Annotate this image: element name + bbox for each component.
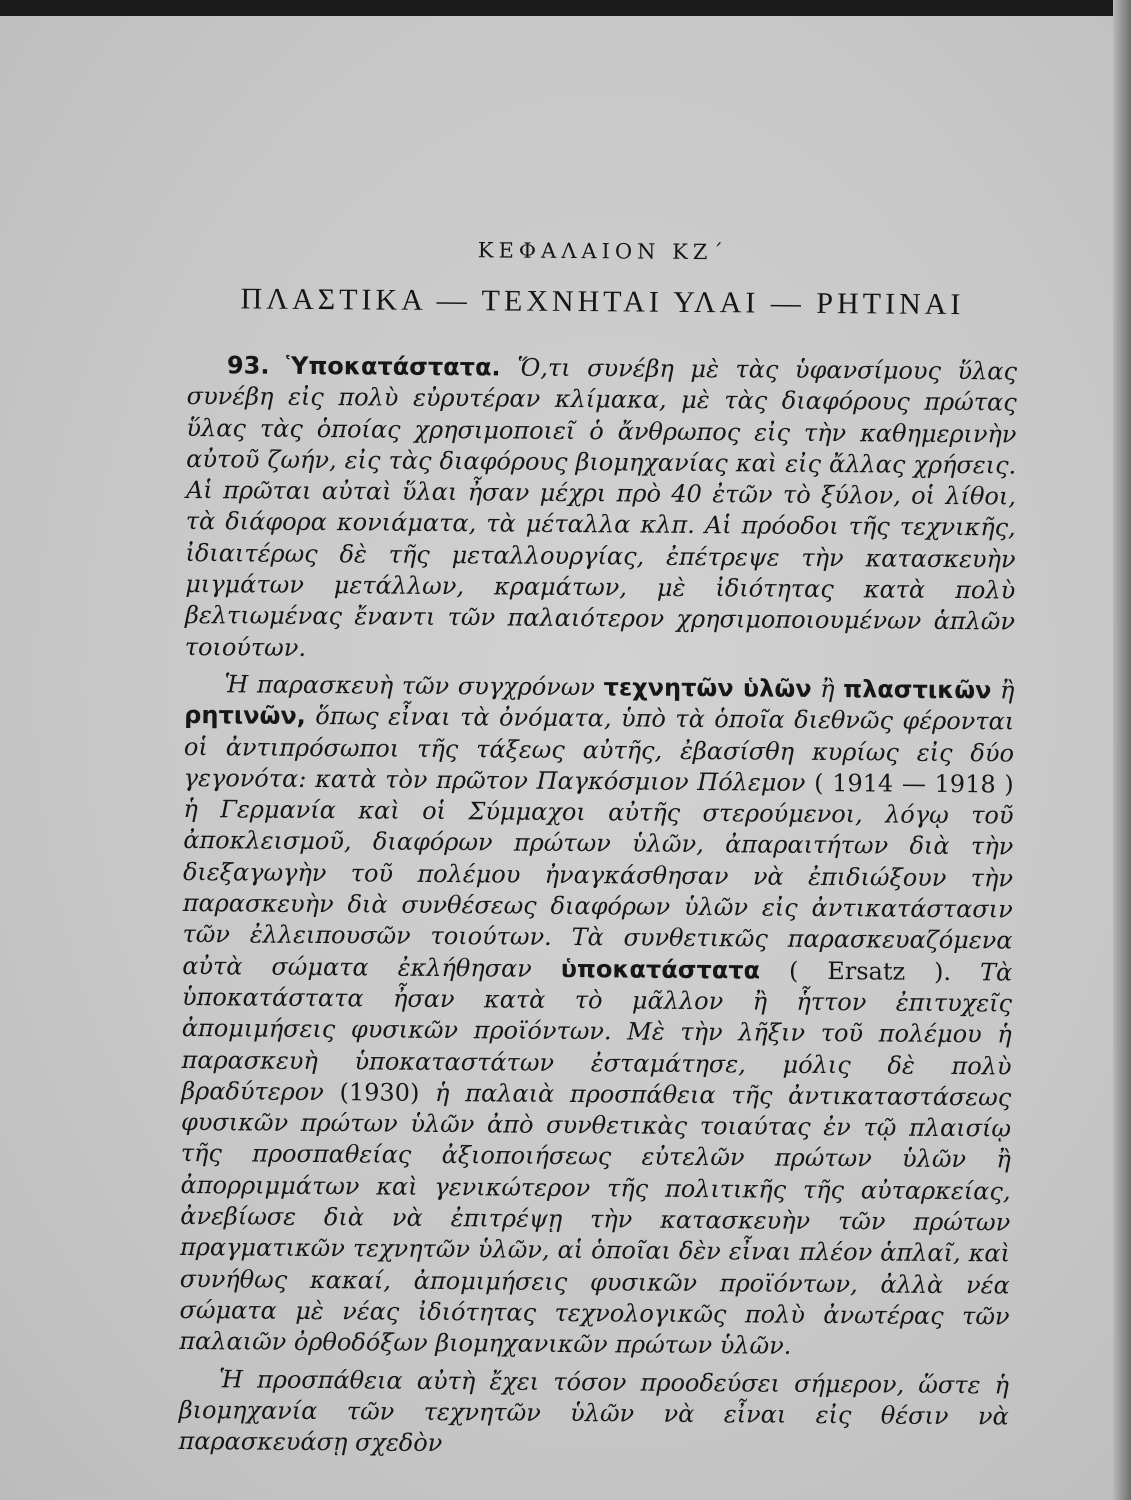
scan-top-border [0, 0, 1131, 16]
p2-text-f: Τὰ ὑποκατάστατα ἦσαν κατὰ τὸ μᾶλλον ἢ ἧττον ἐπιτυχεῖς ἀπομιμήσεις φυσικῶν προϊόντων. Μὲ τὴν λῆξιν τοῦ πολέμου ἡ παρασκευὴ ὑποκαταστάτων ἐσταμάτησε, μόλις δὲ πολὺ βραδύτερον [181, 957, 1013, 1107]
section-number: 93. [226, 351, 270, 380]
p2-years: ( 1914 — 1918 ) [814, 768, 1014, 799]
chapter-label: ΚΕΦΑΛΑΙΟΝ ΚΖ΄ [477, 238, 729, 265]
book-page [0, 16, 1113, 1500]
paragraph-3: Ἡ προσπάθεια αὐτὴ ἔχει τόσον προοδεύσει σήμερον, ὥστε ἡ βιομηχανία τῶν τεχνητῶν ὑλῶν νὰ εἶναι εἰς θέσιν νὰ παρασκευάσῃ σχεδὸν [178, 1364, 1010, 1458]
section-title: Ὑποκατάστατα. [285, 351, 501, 382]
scan-right-edge [1113, 0, 1131, 1500]
p2-text-g: ἡ παλαιὰ προσπάθεια τῆς ἀντικαταστάσεως φυσικῶν πρώτων ὑλῶν ἀπὸ συνθετικὰς τοιαύτας ἐν τῷ πλαισίῳ τῆς προσπαθείας ἀξιοποιήσεως εὐτελῶν πρώτων ὑλῶν ἢ ἀπορριμμάτων καὶ γενικώτερον τῆς πολιτικῆς τῆς αὐταρκείας, ἀνεβίωσε διὰ νὰ ἐπιτρέψῃ τὴν κατασκευὴν τῶν πρώτων πραγματικῶν τεχνητῶν ὑλῶν, αἱ ὁποῖαι δὲν εἶναι πλέον ἁπλαῖ, καὶ συνήθως κακαί, ἀπομιμήσεις φυσικῶν προϊόντων, ἀλλὰ νέα σώματα μὲ νέας ἰδιότητας τεχνολογικῶς πολὺ ἀνωτέρας τῶν παλαιῶν ὀρθοδόξων βιομηχανικῶν πρώτων ὑλῶν. [179, 1078, 1012, 1360]
term-plastics: πλαστικῶν [843, 675, 992, 705]
p2-text-e: ἡ Γερμανία καὶ οἱ Σύμμαχοι αὐτῆς στερούμενοι, λόγῳ τοῦ ἀποκλεισμοῦ, διαφόρων πρώτων ὑλῶν, ἀπαραιτήτων διὰ τὴν διεξαγωγὴν τοῦ πολέμου ἠναγκάσθησαν νὰ ἐπιδιώξουν τὴν παρασκευὴν διὰ συνθέσεως διαφόρων ὑλῶν εἰς ἀντικατάστασιν τῶν ἐλλειπουσῶν τοιούτων. Τὰ συνθετικῶς παρασκευαζόμενα αὐτὰ σώματα ἐκλήθησαν [182, 795, 1014, 983]
p2-ersatz: ( Ersatz ). [759, 956, 952, 986]
p2-text-d: ὅπως εἶναι τὰ ὀνόματα, ὑπὸ τὰ ὁποῖα διεθνῶς φέρονται οἱ ἀντιπρόσωποι τῆς τάξεως αὐτῆς, ἐβασίσθη κυρίως εἰς δύο γεγονότα: κατὰ τὸν πρῶτον Παγκόσμιον Πόλεμον [183, 702, 1015, 797]
p2-text-b: ἢ [811, 674, 844, 704]
term-artificial-materials: τεχνητῶν ὑλῶν [603, 673, 812, 703]
page-content [178, 236, 1018, 1464]
p2-text-c: ἢ [991, 676, 1015, 705]
p2-text-a: Ἡ παρασκευὴ τῶν συγχρόνων [224, 670, 604, 702]
chapter-title: ΠΛΑΣΤΙΚΑ — ΤΕΧΝΗΤΑΙ ΥΛΑΙ — ΡΗΤΙΝΑΙ [240, 282, 965, 322]
paragraph-1-text: Ὅ,τι συνέβη μὲ τὰς ὑφανσίμους ὕλας συνέβη εἰς πολὺ εὐρυτέραν κλίμακα, μὲ τὰς διαφόρους πρώτας ὕλας τὰς ὁποίας χρησιμοποιεῖ ὁ ἄνθρωπος εἰς τὴν καθημερινὴν αὐτοῦ ζωήν, εἰς τὰς διαφόρους βιομηχανίας καὶ εἰς ἄλλας χρήσεις. Αἱ πρῶται αὐταὶ ὕλαι ἦσαν μέχρι πρὸ 40 ἐτῶν τὸ ξύλον, οἱ λίθοι, τὰ διάφορα κονιάματα, τὰ μέταλλα κλπ. Αἱ πρόοδοι τῆς τεχνικῆς, ἰδιαιτέρως δὲ τῆς μεταλλουργίας, ἐπέτρεψε τὴν κατασκευὴν μιγμάτων μετάλλων, κραμάτων, μὲ ἰδιότητας κατὰ πολὺ βελτιωμένας ἔναντι τῶν παλαιότερον χρησιμοποιουμένων ἁπλῶν τοιούτων. [184, 353, 1018, 662]
paragraph-2 [179, 669, 1014, 1364]
term-resins: ρητινῶν, [184, 701, 306, 731]
term-substitutes: ὑποκατάστατα [560, 954, 761, 985]
p2-year: (1930) [339, 1078, 420, 1107]
paragraph-1 [185, 350, 1017, 669]
